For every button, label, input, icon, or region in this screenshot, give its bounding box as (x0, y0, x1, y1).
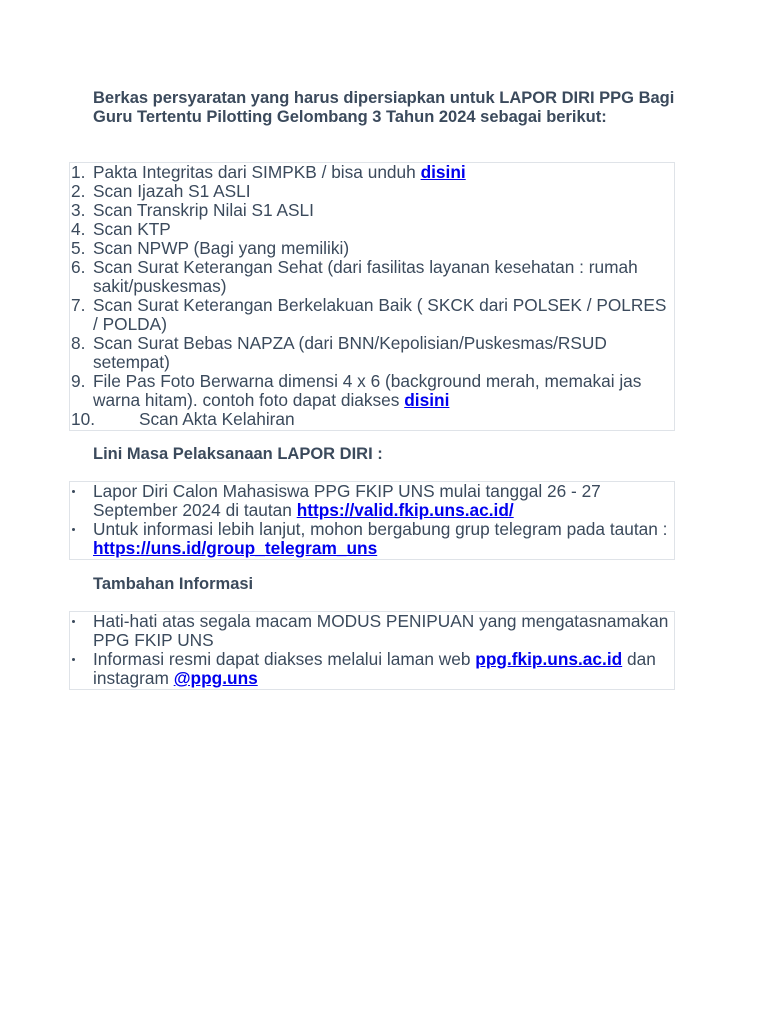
list-item: Informasi resmi dapat diakses melalui laman web ppg.fkip.uns.ac.id dan instagram @ppg.uns (70, 650, 674, 688)
list-item: 8. Scan Surat Bebas NAPZA (dari BNN/Kepolisian/Puskesmas/RSUD setempat) (71, 333, 607, 372)
extra-info-list (69, 611, 675, 690)
list-item: 6. Scan Surat Keterangan Sehat (dari fasilitas layanan kesehatan : rumah sakit/puskesmas) (71, 257, 638, 296)
telegram-group-link[interactable]: https://uns.id/group_telegram_uns (93, 538, 378, 558)
list-item: Untuk informasi lebih lanjut, mohon bergabung grup telegram pada tautan : https://uns.id/group_telegram_uns (70, 520, 674, 558)
list-item: 7. Scan Surat Keterangan Berkelakuan Baik ( SKCK dari POLSEK / POLRES / POLDA) (71, 295, 667, 334)
list-item: 1. Pakta Integritas dari SIMPKB / bisa unduh disini (71, 162, 466, 182)
list-item: 3. Scan Transkrip Nilai S1 ASLI (71, 200, 314, 220)
requirements-list (69, 162, 675, 431)
bullet-icon (72, 528, 75, 531)
bullet-icon (72, 490, 75, 493)
instagram-link[interactable]: @ppg.uns (173, 668, 258, 688)
photo-example-link[interactable]: disini (404, 390, 450, 410)
bullet-icon (72, 620, 75, 623)
requirements-heading: Berkas persyaratan yang harus dipersiapkan untuk LAPOR DIRI PPG Bagi Guru Tertentu Pilotting Gelombang 3 Tahun 2024 sebagai berikut: (93, 89, 675, 126)
list-item: 2. Scan Ijazah S1 ASLI (71, 181, 251, 201)
website-link[interactable]: ppg.fkip.uns.ac.id (475, 649, 623, 669)
registration-link[interactable]: https://valid.fkip.uns.ac.id/ (296, 500, 514, 520)
download-link-pakta-integritas[interactable]: disini (420, 162, 466, 182)
list-item: 5. Scan NPWP (Bagi yang memiliki) (71, 238, 350, 258)
list-item: 9. File Pas Foto Berwarna dimensi 4 x 6 (background merah, memakai jas warna hitam). contoh foto dapat diakses disini (71, 371, 642, 410)
extra-info-heading: Tambahan Informasi (93, 575, 254, 593)
list-item: Hati-hati atas segala macam MODUS PENIPUAN yang mengatasnamakan PPG FKIP UNS (70, 612, 674, 650)
list-item: 10. Scan Akta Kelahiran (71, 409, 295, 429)
timeline-list (69, 481, 675, 560)
list-item: 4. Scan KTP (71, 219, 171, 239)
bullet-icon (72, 658, 75, 661)
list-item: Lapor Diri Calon Mahasiswa PPG FKIP UNS mulai tanggal 26 - 27 September 2024 di tautan https://valid.fkip.uns.ac.id/ (70, 482, 674, 520)
timeline-heading: Lini Masa Pelaksanaan LAPOR DIRI : (93, 445, 383, 463)
